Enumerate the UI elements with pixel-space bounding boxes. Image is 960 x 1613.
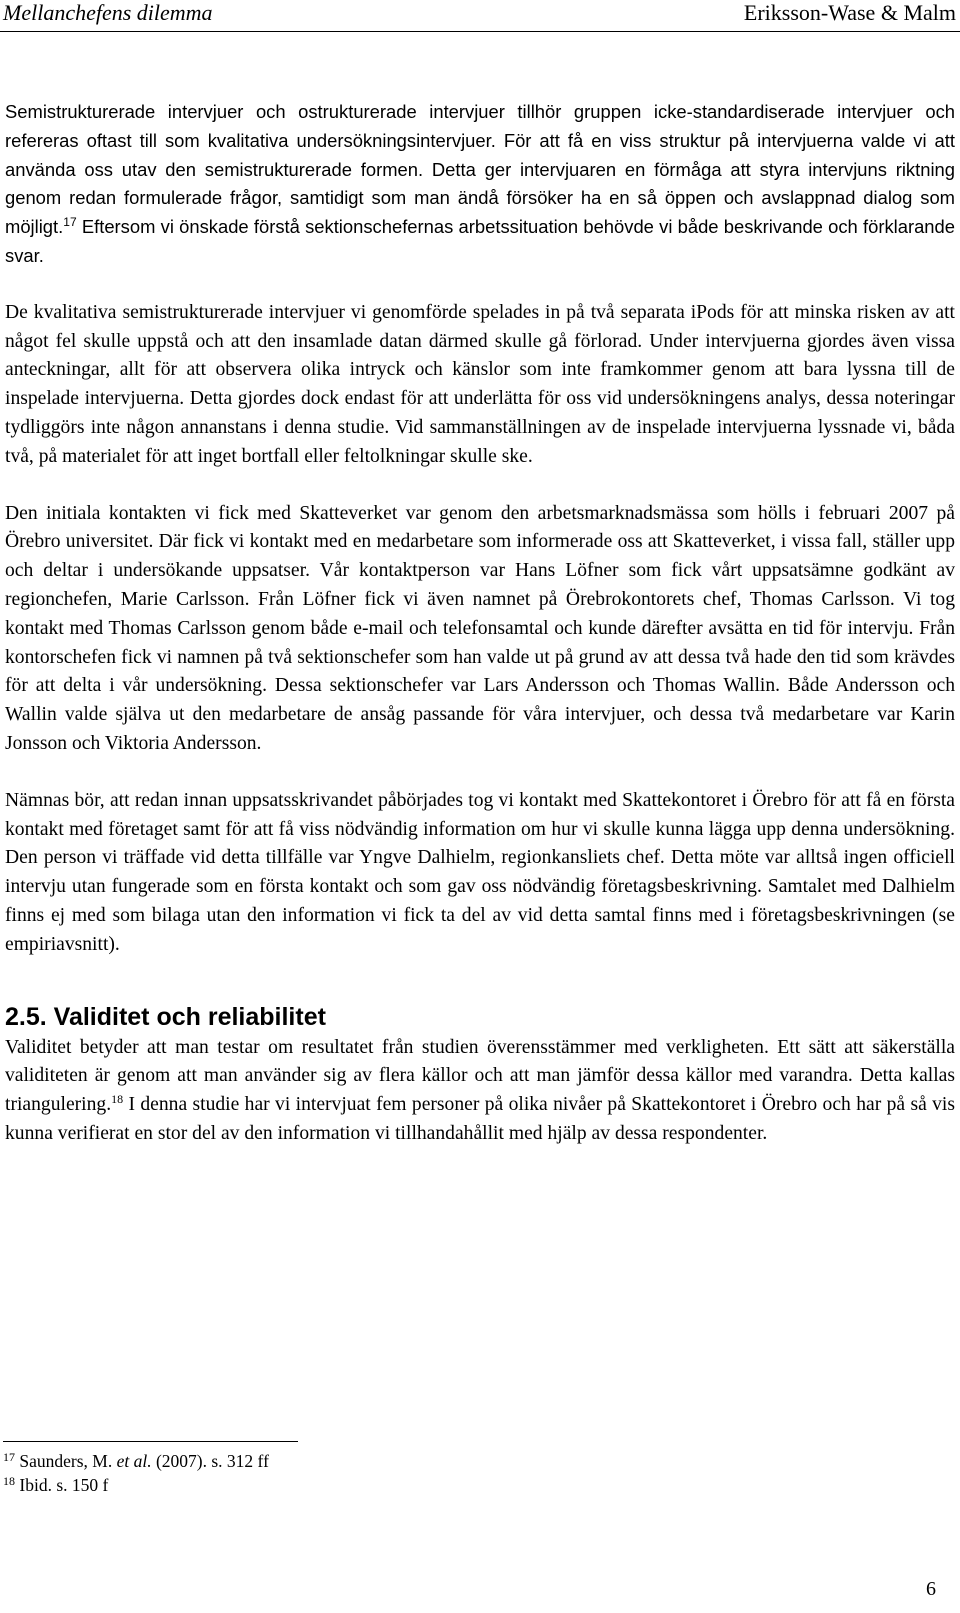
paragraph-recording: De kvalitativa semistrukturerade intervjuer vi genomförde spelades in på två separata iPods för att minska risken av att något fel skulle uppstå och att den insamlade datan därmed skulle gå förlorad. Under intervjuerna gjordes även vissa anteckningar, allt för att observera olika intryck och känslor som inte framkommer genom att bara lyssna till de inspelade intervjuerna. Detta gjordes dock endast för att underlätta för oss vid undersökningens analys, dessa noteringar tydliggörs inte någon annanstans i denna studie. Vid sammanställningen av de inspelade intervjuerna lyssnade vi, båda två, på materialet för att inget bortfall eller feltolkningar skulle ske. [5,301,955,467]
body-text [5,98,955,1149]
section-heading: 2.5. Validitet och reliabilitet [5,1002,326,1031]
footnote-ref-17: 17 [63,215,77,230]
paragraph-interview-method: Semistrukturerade intervjuer och ostrukturerade intervjuer tillhör gruppen icke-standardiserade intervjuer och refereras oftast till som kvalitativa undersökningsintervjuer. För att få en viss struktur på intervjuerna valde vi att använda oss utav den semistrukturerade formen. Detta ger intervjuaren en förmåga att styra intervjuns riktning genom redan formulerade frågor, samtidigt som man ändå försöker ha en så öppen och avslappnad dialog som möjligt.$^{17}$ Eftersom vi önskade förstå sektionschefernas arbetssituation behövde vi både beskrivande och förklarande svar. [5,101,955,266]
paragraph-first-meeting: Nämnas bör, att redan innan uppsatsskrivandet påbörjades tog vi kontakt med Skattekontoret i Örebro för att få en första kontakt med företaget samt för att få viss nödvändig information om hur vi skulle kunna lägga upp denna undersökning. Den person vi träffade vid detta tillfälle var Yngve Dalhielm, regionkansliets chef. Detta möte var alltså ingen officiell intervju utan fungerade som en första kontakt och som gav oss nödvändig företagsbeskrivning. Samtalet med Dalhielm finns ej med som bilaga utan den information vi fick ta del av vid detta samtal finns med i företagsbeskrivningen (se empiriavsnitt). [5,789,955,955]
running-title: Mellanchefens dilemma [3,0,213,25]
footnotes [3,1449,269,1497]
footnote-18: $^{18}$ Ibid. s. 150 f [3,1474,109,1495]
footnote-separator [3,1441,298,1442]
header-rule [0,31,960,32]
paragraph-initial-contact: Den initiala kontakten vi fick med Skatteverket var genom den arbetsmarknadsmässa som hölls i februari 2007 på Örebro universitet. Där fick vi kontakt med en medarbetare som informerade oss att Skatteverket, i vissa fall, ställer upp och deltar i undersökande uppsatser. Vår kontaktperson var Hans Löfner som fick vårt uppsatsämne godkänt av regionchefen, Marie Carlsson. Från Löfner fick vi även namnet på Örebrokontorets chef, Thomas Carlsson. Vi tog kontakt med Thomas Carlsson genom både e-mail och telefonsamtal och kunde därefter avsätta en tid för intervju. Från kontorschefen fick vi namnen på två sektionschefer som han valde ut på grund av att dessa två hade den tid som krävdes för att delta i vår undersökning. Dessa sektionschefer var Lars Andersson och Thomas Wallin. Både Andersson och Wallin valde själva ut den medarbetare de ansåg passande för våra intervjuer, och dessa två medarbetare var Karin Jonsson och Viktoria Andersson. [5,502,955,754]
footnote-ref-18: 18 [111,1092,124,1107]
page-header [0,0,960,30]
running-authors: Eriksson-Wase & Malm [743,0,956,25]
footnote-17: $^{17}$ Saunders, M. et al. (2007). s. 312 ff [3,1450,269,1471]
page-number: 6 [926,1578,936,1600]
paragraph-validity: Validitet betyder att man testar om resultatet från studien överensstämmer med verkligheten. Ett sätt att säkerställa validiteten är genom att man använder sig av flera källor och att man jämför dessa källor med varandra. Detta kallas triangulering.$^{18}$ I denna studie har vi intervjuat fem personer på olika nivåer på Skattekontoret i Örebro och har på så vis kunna verifierat en stor del av den information vi tillhandahållit med hjälp av dessa respondenter. [5,1036,955,1144]
